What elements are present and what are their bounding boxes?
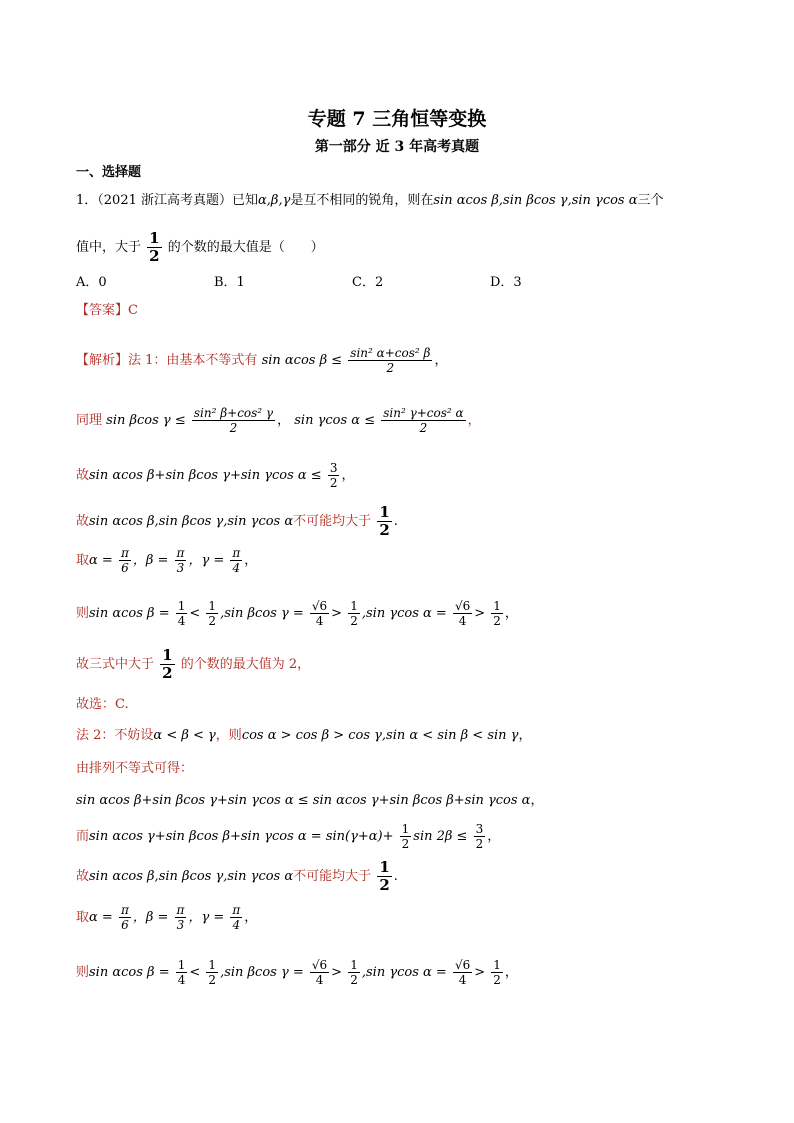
punctuation: ， xyxy=(434,353,448,368)
math-expression: sin βcos γ ≤ xyxy=(106,413,186,428)
analysis-label: 【解析】 xyxy=(76,353,129,368)
analysis-text: ，则 xyxy=(215,728,242,743)
question-text: 的个数的最大值是（ ） xyxy=(167,240,324,255)
analysis-line-12 xyxy=(76,817,500,857)
question-source: （2021 浙江高考真题） xyxy=(97,193,232,208)
analysis-text: 故 xyxy=(76,869,90,884)
analysis-line-15 xyxy=(76,955,518,991)
page-subtitle: 第一部分 近 3 年高考真题 xyxy=(314,139,480,155)
option-b: B．1 xyxy=(214,275,245,290)
answer xyxy=(76,302,138,320)
analysis-line-2 xyxy=(76,403,481,439)
math-expression: sin αcos β+sin βcos γ+sin γcos α ≤ sin αcos γ+sin βcos β+sin γcos α xyxy=(76,793,531,808)
punctuation: ， xyxy=(341,468,355,483)
punctuation: ， xyxy=(277,413,291,428)
analysis-text: 故 xyxy=(76,514,90,529)
analysis-text: 不可能均大于 xyxy=(293,514,372,529)
math-expression: α < β < γ xyxy=(153,728,216,743)
fraction: $\frac{1}{2}$ xyxy=(401,822,410,851)
analysis-line-1 xyxy=(76,343,447,379)
punctuation: ， xyxy=(244,910,258,925)
math-expression: ，β = xyxy=(132,553,169,568)
math-operator: < xyxy=(189,606,201,621)
question-text: 三个 xyxy=(637,193,664,208)
section-heading: 一、选择题 xyxy=(76,165,142,180)
math-expression: sin αcos β,sin βcos γ,sin γcos α xyxy=(89,514,294,529)
punctuation: ， xyxy=(504,606,518,621)
fraction: $\frac{3}{2}$ xyxy=(329,461,338,490)
punctuation: ， xyxy=(467,413,481,428)
fraction: $\frac{√6}{4}$ xyxy=(454,958,471,987)
fraction: $\frac{1}{2}$ xyxy=(350,599,358,628)
fraction: $\frac{\pi}{3}$ xyxy=(176,903,185,932)
analysis-text: 取 xyxy=(76,910,90,925)
math-expression: sin 2β ≤ xyxy=(413,829,468,844)
analysis-text: 法 1：由基本不等式有 xyxy=(128,353,258,368)
fraction: $\frac{1}{2}$ xyxy=(208,599,217,628)
analysis-text: 的个数的最大值为 2， xyxy=(180,657,311,672)
analysis-line-6 xyxy=(76,596,518,632)
option-d: D．3 xyxy=(490,275,522,290)
fraction: $\frac{1}{2}$ xyxy=(208,958,217,987)
question-text: 值中，大于 xyxy=(76,240,142,255)
math-operator: > xyxy=(474,606,486,621)
fraction: $\frac{1}{2}$ xyxy=(149,229,160,265)
analysis-line-8: 故选：C. xyxy=(76,697,129,712)
fraction: $\frac{3}{2}$ xyxy=(475,822,484,851)
analysis-text: 则 xyxy=(76,606,90,621)
math-operator: > xyxy=(331,606,343,621)
punctuation: ， xyxy=(487,829,501,844)
question-text: 已知 xyxy=(232,193,259,208)
analysis-text: 则 xyxy=(76,965,90,980)
math-expression: sin αcos β ≤ xyxy=(261,353,343,368)
math-expression: sin αcos γ+sin βcos β+sin γcos α = sin(γ+α)+ xyxy=(89,829,394,844)
analysis-line-5 xyxy=(76,543,257,579)
analysis-text: 故三式中大于 xyxy=(76,657,155,672)
fraction: $\frac{1}{2}$ xyxy=(350,958,358,987)
math-expression: sin αcos β+sin βcos γ+sin γcos α ≤ xyxy=(89,468,322,483)
math-expression: sin αcos β = xyxy=(89,965,170,980)
analysis-line-9 xyxy=(76,727,531,745)
fraction: $\frac{\text{sin² α+cos² β}}{2}$ xyxy=(350,346,431,375)
punctuation: . xyxy=(393,869,398,884)
fraction: $\frac{√6}{4}$ xyxy=(311,958,328,987)
analysis-text: 取 xyxy=(76,553,90,568)
fraction: $\frac{1}{2}$ xyxy=(493,958,501,987)
fraction: $\frac{\pi}{4}$ xyxy=(232,546,241,575)
math-expression: ,sin βcos γ = xyxy=(220,965,304,980)
analysis-line-4 xyxy=(76,502,398,542)
analysis-text: 而 xyxy=(76,829,90,844)
fraction: $\frac{√6}{4}$ xyxy=(454,599,471,628)
math-expression: ,sin βcos γ = xyxy=(220,606,304,621)
analysis-line-11 xyxy=(76,792,543,810)
math-expression: sin αcos β = xyxy=(89,606,170,621)
fraction: $\frac{1}{4}$ xyxy=(177,958,186,987)
question-number: 1． xyxy=(76,193,98,208)
math-expression: ，β = xyxy=(132,910,169,925)
math-expression: α = xyxy=(89,553,113,568)
punctuation: ， xyxy=(244,553,258,568)
question-text: 是互不相同的锐角，则在 xyxy=(290,193,434,208)
math-expression: ,sin γcos α = xyxy=(361,965,447,980)
fraction: $\frac{\pi}{4}$ xyxy=(232,903,241,932)
fraction: $\frac{1}{4}$ xyxy=(177,599,186,628)
analysis-text: 不可能均大于 xyxy=(293,869,372,884)
analysis-text: 法 2：不妨设 xyxy=(76,728,154,743)
fraction: $\frac{\text{sin² β+cos² γ}}{2}$ xyxy=(193,406,274,435)
fraction: $\frac{1}{2}$ xyxy=(379,858,390,894)
analysis-line-10: 由排列不等式可得： xyxy=(76,761,194,776)
math-expression: sin γcos α ≤ xyxy=(294,413,376,428)
math-expression: ，γ = xyxy=(188,910,225,925)
math-expression: α = xyxy=(89,910,113,925)
fraction: $\frac{\pi}{3}$ xyxy=(176,546,185,575)
math-expression: cos α > cos β > cos γ,sin α < sin β < sin γ xyxy=(241,728,519,743)
punctuation: ， xyxy=(518,728,532,743)
punctuation: ， xyxy=(504,965,518,980)
math-operator: > xyxy=(474,965,486,980)
fraction: $\frac{\pi}{6}$ xyxy=(120,546,129,575)
analysis-line-7 xyxy=(76,645,310,685)
math-expression: sin αcos β,sin βcos γ,sin γcos α xyxy=(89,869,294,884)
punctuation: ， xyxy=(530,793,544,808)
question-line-2 xyxy=(76,228,324,268)
question-line-1 xyxy=(76,192,664,210)
math-expression: ,sin γcos α = xyxy=(361,606,447,621)
fraction: $\frac{\text{sin² γ+cos² α}}{2}$ xyxy=(383,406,464,435)
fraction: $\frac{√6}{4}$ xyxy=(311,599,328,628)
fraction: $\frac{1}{2}$ xyxy=(162,646,173,682)
option-c: C．2 xyxy=(352,275,384,290)
option-a: A．0 xyxy=(76,275,107,290)
analysis-text: 故 xyxy=(76,468,90,483)
analysis-line-3 xyxy=(76,458,355,494)
math-expression: ，γ = xyxy=(188,553,225,568)
math-operator: > xyxy=(331,965,343,980)
fraction: $\frac{1}{2}$ xyxy=(379,503,390,539)
fraction: $\frac{\pi}{6}$ xyxy=(120,903,129,932)
math-expression: sin αcos β,sin βcos γ,sin γcos α xyxy=(433,193,638,208)
page-title: 专题 7 三角恒等变换 xyxy=(307,108,487,130)
analysis-line-14 xyxy=(76,900,257,936)
punctuation: . xyxy=(393,514,398,529)
answer-value: C xyxy=(128,303,138,318)
analysis-text: 同理 xyxy=(76,413,103,428)
math-operator: < xyxy=(189,965,201,980)
analysis-line-13 xyxy=(76,857,398,897)
answer-label: 【答案】 xyxy=(76,303,129,318)
fraction: $\frac{1}{2}$ xyxy=(493,599,501,628)
math-expression: α,β,γ xyxy=(258,193,291,208)
